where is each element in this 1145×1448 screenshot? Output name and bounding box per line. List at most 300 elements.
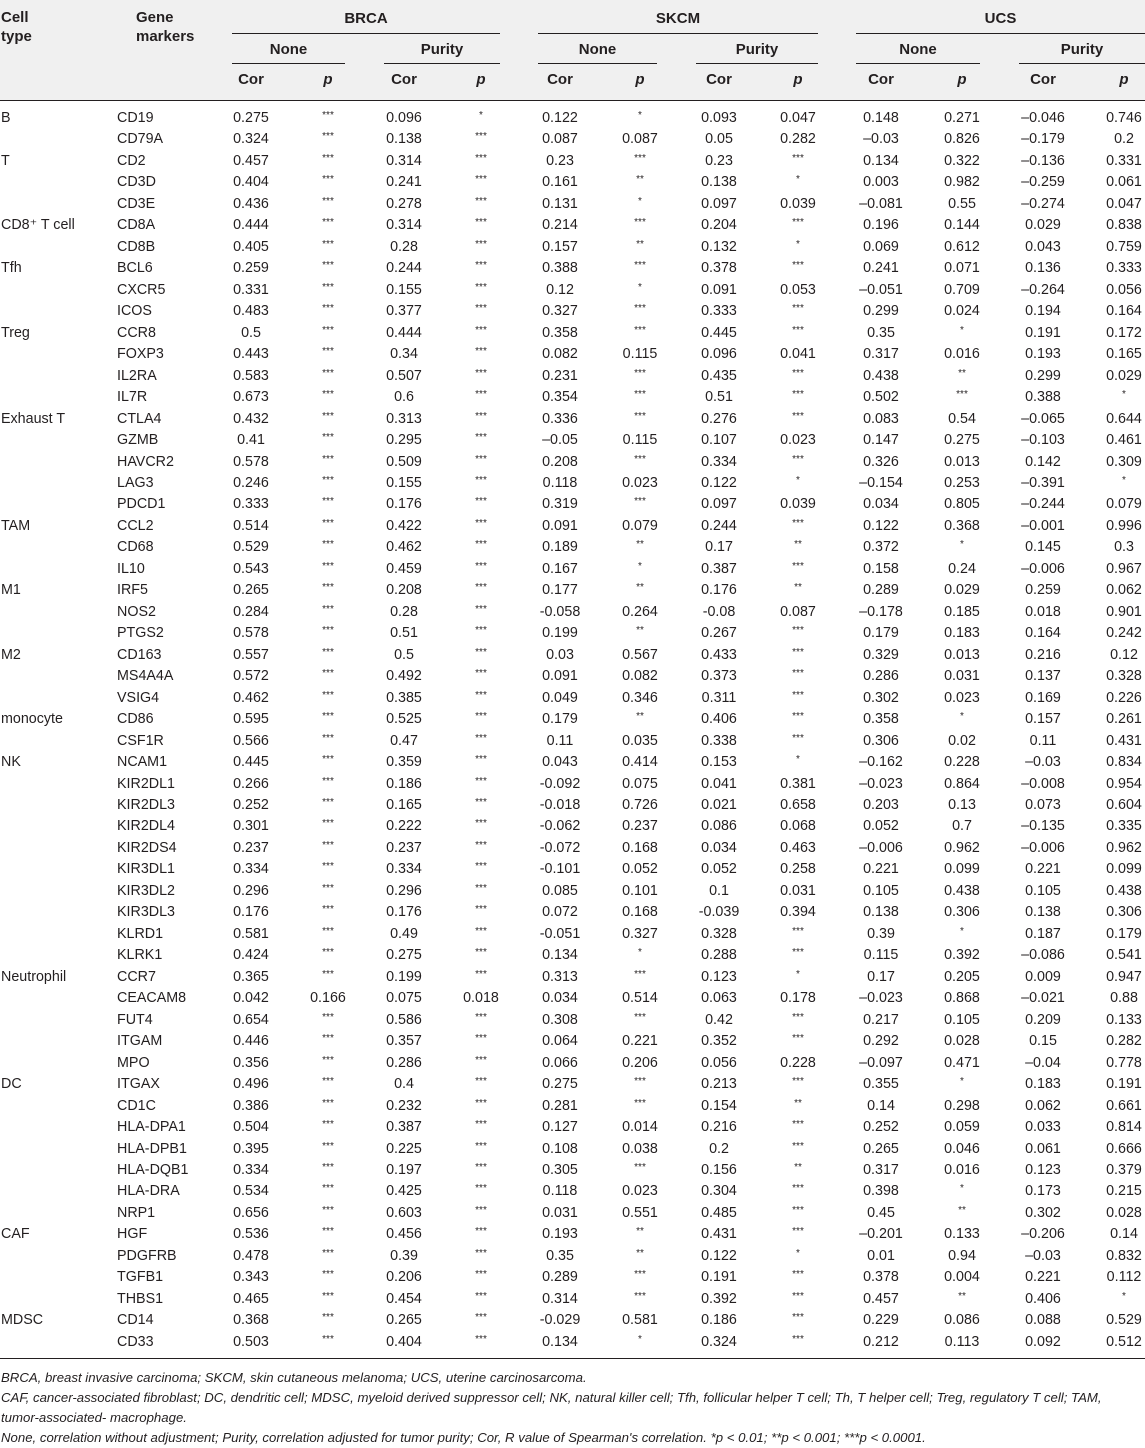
cor-value-cell: 0.536 bbox=[233, 1226, 269, 1243]
p-value-cell: *** bbox=[475, 732, 487, 744]
p-value-cell: *** bbox=[475, 968, 487, 980]
p-value-cell: 0.2 bbox=[1114, 131, 1134, 148]
p-value-cell: *** bbox=[475, 1054, 487, 1066]
p-value-cell: *** bbox=[322, 324, 334, 336]
p-value-cell: *** bbox=[322, 432, 334, 444]
cor-value-cell: 0.021 bbox=[701, 797, 737, 813]
p-value-cell: 0.947 bbox=[1106, 968, 1142, 985]
p-value-cell: *** bbox=[322, 1097, 334, 1109]
cor-value-cell: 0.41 bbox=[237, 432, 265, 449]
p-value-cell: *** bbox=[634, 453, 646, 465]
p-value-cell: 0.086 bbox=[944, 1312, 980, 1329]
p-value-cell: ** bbox=[636, 174, 644, 186]
gene-marker-cd14: CD14 bbox=[117, 1312, 154, 1329]
table-row bbox=[0, 129, 1145, 150]
p-value-cell: *** bbox=[322, 904, 334, 916]
cor-value-cell: 0.186 bbox=[701, 1312, 737, 1329]
p-value-cell: *** bbox=[475, 861, 487, 873]
cor-value-cell: 0.289 bbox=[863, 582, 899, 599]
cor-value-cell: 0.154 bbox=[701, 1097, 737, 1114]
p-value-cell: * bbox=[638, 110, 642, 121]
p-value-cell: 0.168 bbox=[622, 839, 658, 856]
p-value-cell: *** bbox=[475, 1097, 487, 1109]
cor-value-cell: 0.252 bbox=[233, 797, 269, 813]
table-row bbox=[0, 280, 1145, 301]
cor-value-cell: 0.122 bbox=[701, 1247, 737, 1264]
table-row bbox=[0, 967, 1145, 988]
p-value-cell: 0.047 bbox=[780, 110, 816, 126]
subgroup-rule bbox=[856, 63, 980, 64]
gene-marker-cd2: CD2 bbox=[117, 152, 146, 169]
cor-value-cell: 0.03 bbox=[546, 646, 574, 663]
p-value-cell: 0.24 bbox=[948, 560, 976, 577]
p-value-cell: *** bbox=[475, 904, 487, 916]
cor-value-cell: –0.081 bbox=[859, 195, 903, 212]
cor-value-cell: 0.51 bbox=[705, 389, 733, 406]
p-value-cell: 0.309 bbox=[1106, 453, 1142, 470]
group-header-brca: BRCA bbox=[344, 10, 388, 27]
cor-value-cell: 0.183 bbox=[1025, 1076, 1061, 1093]
gene-marker-bcl6: BCL6 bbox=[117, 260, 153, 277]
p-value-cell: 0.438 bbox=[1106, 882, 1142, 899]
p-value-cell: *** bbox=[322, 346, 334, 358]
cor-value-cell: 0.134 bbox=[542, 947, 578, 964]
p-value-cell: *** bbox=[792, 1269, 804, 1281]
cor-value-cell: 0.134 bbox=[542, 1333, 578, 1350]
cor-value-cell: 0.405 bbox=[233, 238, 269, 255]
cor-value-cell: 0.157 bbox=[542, 238, 578, 255]
p-value-cell: 0.023 bbox=[622, 1183, 658, 1200]
p-value-cell: *** bbox=[475, 1247, 487, 1259]
cor-value-cell: 0.061 bbox=[1025, 1140, 1061, 1157]
cor-value-cell: 0.378 bbox=[863, 1269, 899, 1286]
cor-value-cell: 0.444 bbox=[233, 217, 269, 234]
cor-value-cell: 0.086 bbox=[701, 818, 737, 835]
p-value-cell: *** bbox=[475, 668, 487, 680]
p-value-cell: 0.029 bbox=[944, 582, 980, 599]
cor-value-cell: 0.232 bbox=[386, 1097, 422, 1114]
p-value-cell: *** bbox=[322, 882, 334, 894]
p-value-cell: 0.12 bbox=[1110, 646, 1138, 663]
cor-value-cell: 0.324 bbox=[701, 1333, 737, 1350]
cell-type-label: DC bbox=[1, 1076, 22, 1093]
p-value-cell: 0.013 bbox=[944, 646, 980, 663]
subgroup-header-none: None bbox=[578, 41, 617, 58]
p-value-cell: ** bbox=[958, 1290, 966, 1302]
cor-value-cell: -0.101 bbox=[539, 861, 581, 878]
table-row bbox=[0, 902, 1145, 923]
cor-value-cell: 0.422 bbox=[386, 517, 422, 534]
cor-value-cell: 0.295 bbox=[386, 432, 422, 449]
cor-value-cell: 0.275 bbox=[542, 1076, 578, 1093]
cor-value-cell: -0.092 bbox=[539, 775, 581, 792]
cor-value-cell: 0.329 bbox=[863, 646, 899, 663]
cor-value-cell: 0.029 bbox=[1025, 217, 1061, 234]
cor-value-cell: 0.252 bbox=[863, 1119, 899, 1136]
cor-value-cell: 0.446 bbox=[233, 1033, 269, 1050]
cor-value-cell: 0.406 bbox=[1025, 1290, 1061, 1307]
p-value-cell: 0.282 bbox=[1106, 1033, 1142, 1050]
cor-value-cell: 0.155 bbox=[386, 474, 422, 491]
gene-marker-irf5: IRF5 bbox=[117, 582, 148, 599]
p-value-cell: *** bbox=[475, 1290, 487, 1302]
cell-type-label: TAM bbox=[1, 517, 31, 534]
p-value-cell: *** bbox=[792, 1290, 804, 1302]
p-value-cell: *** bbox=[475, 217, 487, 229]
cor-value-cell: 0.225 bbox=[386, 1140, 422, 1157]
p-value-cell: *** bbox=[322, 152, 334, 164]
table-row bbox=[0, 494, 1145, 515]
cor-value-cell: 0.28 bbox=[390, 603, 418, 620]
cor-value-cell: 0.222 bbox=[386, 818, 422, 835]
p-value-cell: 0.567 bbox=[622, 646, 658, 663]
cor-value-cell: 0.193 bbox=[542, 1226, 578, 1243]
cor-value-cell: 0.115 bbox=[863, 947, 899, 964]
group-rule-skcm bbox=[538, 33, 818, 34]
p-value-cell: *** bbox=[322, 474, 334, 486]
group-rule-brca bbox=[232, 33, 500, 34]
p-value-cell: *** bbox=[475, 1312, 487, 1324]
p-value-cell: *** bbox=[475, 367, 487, 379]
p-value-cell: 0.271 bbox=[944, 110, 980, 126]
p-value-cell: *** bbox=[792, 689, 804, 701]
cor-value-cell: 0.454 bbox=[386, 1290, 422, 1307]
cor-value-cell: 0.164 bbox=[1025, 625, 1061, 642]
p-value-cell: 0.079 bbox=[1106, 496, 1142, 513]
p-value-cell: *** bbox=[634, 968, 646, 980]
cor-value-cell: 0.231 bbox=[542, 367, 578, 384]
gene-marker-ceacam8: CEACAM8 bbox=[117, 990, 187, 1007]
cor-value-cell: 0.148 bbox=[863, 110, 899, 126]
cor-value-cell: 0.087 bbox=[542, 131, 578, 148]
p-value-cell: *** bbox=[322, 1054, 334, 1066]
gene-marker-pdgfrb: PDGFRB bbox=[117, 1247, 177, 1264]
cor-value-cell: 0.096 bbox=[701, 346, 737, 363]
table-row bbox=[0, 258, 1145, 279]
gene-marker-ccr7: CCR7 bbox=[117, 968, 156, 985]
cor-value-cell: 0.343 bbox=[233, 1269, 269, 1286]
cor-value-cell: 0.314 bbox=[386, 217, 422, 234]
cor-value-cell: 0.132 bbox=[701, 238, 737, 255]
cor-value-cell: 0.385 bbox=[386, 689, 422, 706]
table-row bbox=[0, 409, 1145, 430]
p-value-cell: 0.046 bbox=[944, 1140, 980, 1157]
p-value-cell: *** bbox=[322, 367, 334, 379]
cor-value-cell: 0.204 bbox=[701, 217, 737, 234]
p-value-cell: *** bbox=[322, 389, 334, 401]
cor-value-cell: –0.206 bbox=[1021, 1226, 1065, 1243]
cor-value-cell: 0.122 bbox=[542, 110, 578, 126]
cor-value-cell: 0.336 bbox=[542, 410, 578, 427]
group-header-ucs: UCS bbox=[984, 10, 1017, 27]
gene-marker-havcr2: HAVCR2 bbox=[117, 453, 174, 470]
cor-value-cell: 0.17 bbox=[867, 968, 895, 985]
cor-value-cell: 0.108 bbox=[542, 1140, 578, 1157]
p-value-cell: * bbox=[796, 174, 800, 186]
gene-marker-cd19: CD19 bbox=[117, 110, 154, 126]
cor-value-cell: 0.392 bbox=[701, 1290, 737, 1307]
cor-value-cell: 0.176 bbox=[386, 904, 422, 921]
table-row bbox=[0, 452, 1145, 473]
cor-value-cell: 0.275 bbox=[233, 110, 269, 126]
p-value-cell: 0.016 bbox=[944, 346, 980, 363]
cor-value-cell: 0.075 bbox=[386, 990, 422, 1007]
p-value-cell: * bbox=[796, 1247, 800, 1259]
p-value-cell: 0.115 bbox=[622, 346, 658, 363]
gene-marker-cd8a: CD8A bbox=[117, 217, 156, 234]
table-row bbox=[0, 172, 1145, 193]
p-value-cell: *** bbox=[322, 603, 334, 615]
gene-marker-icos: ICOS bbox=[117, 303, 152, 320]
p-value-cell: *** bbox=[322, 1226, 334, 1238]
cor-value-cell: 0.199 bbox=[542, 625, 578, 642]
gene-marker-ccl2: CCL2 bbox=[117, 517, 154, 534]
table-row bbox=[0, 1053, 1145, 1074]
p-value-cell: 0.331 bbox=[1106, 152, 1142, 169]
gene-marker-itgam: ITGAM bbox=[117, 1033, 163, 1050]
table-row bbox=[0, 194, 1145, 215]
cor-value-cell: 0.302 bbox=[1025, 1204, 1061, 1221]
cor-value-cell: 0.138 bbox=[863, 904, 899, 921]
cor-value-cell: 0.292 bbox=[863, 1033, 899, 1050]
cor-value-cell: –0.178 bbox=[859, 603, 903, 620]
gene-marker-kir2dl4: KIR2DL4 bbox=[117, 818, 176, 835]
p-value-cell: 0.392 bbox=[944, 947, 980, 964]
cor-value-cell: –0.04 bbox=[1025, 1054, 1061, 1071]
gene-marker-ptgs2: PTGS2 bbox=[117, 625, 164, 642]
p-value-cell: *** bbox=[322, 303, 334, 315]
table-row bbox=[0, 795, 1145, 816]
cor-value-cell: 0.359 bbox=[386, 754, 422, 771]
cor-value-cell: 0.4 bbox=[394, 1076, 414, 1093]
p-value-cell: *** bbox=[634, 1269, 646, 1281]
gene-marker-ccr8: CCR8 bbox=[117, 324, 156, 341]
p-value-cell: *** bbox=[475, 711, 487, 723]
p-value-cell: *** bbox=[792, 646, 804, 658]
p-value-cell: 0.039 bbox=[780, 195, 816, 212]
p-value-cell: 0.514 bbox=[622, 990, 658, 1007]
p-value-cell: *** bbox=[322, 1333, 334, 1345]
cor-value-cell: 0.365 bbox=[233, 968, 269, 985]
p-value-cell: 0.02 bbox=[948, 732, 976, 749]
table-row bbox=[0, 924, 1145, 945]
cor-value-cell: 0.431 bbox=[701, 1226, 737, 1243]
table-row bbox=[0, 1310, 1145, 1331]
p-value-cell: 0.258 bbox=[780, 861, 816, 878]
p-value-cell: 0.379 bbox=[1106, 1161, 1142, 1178]
p-column-header: p bbox=[635, 71, 645, 88]
cor-value-cell: 0.196 bbox=[863, 217, 899, 234]
p-value-cell: *** bbox=[792, 1226, 804, 1238]
p-value-cell: 0.016 bbox=[944, 1161, 980, 1178]
p-value-cell: *** bbox=[634, 410, 646, 422]
cor-value-cell: 0.049 bbox=[542, 689, 578, 706]
cor-value-cell: 0.581 bbox=[233, 925, 269, 942]
cor-value-cell: 0.186 bbox=[386, 775, 422, 792]
cor-value-cell: 0.586 bbox=[386, 1011, 422, 1028]
p-value-cell: *** bbox=[322, 1033, 334, 1045]
cor-value-cell: 0.51 bbox=[390, 625, 418, 642]
p-value-cell: *** bbox=[634, 496, 646, 508]
p-value-cell: 0.023 bbox=[780, 432, 816, 449]
p-value-cell: *** bbox=[475, 539, 487, 551]
cor-value-cell: 0.302 bbox=[863, 689, 899, 706]
cor-value-cell: -0.062 bbox=[539, 818, 581, 835]
p-value-cell: *** bbox=[792, 152, 804, 164]
cor-value-cell: –0.046 bbox=[1021, 110, 1065, 126]
cor-value-cell: 0.354 bbox=[542, 389, 578, 406]
p-value-cell: *** bbox=[322, 1204, 334, 1216]
cor-value-cell: 0.091 bbox=[701, 281, 737, 298]
p-value-cell: ** bbox=[636, 625, 644, 637]
p-value-cell: *** bbox=[322, 1183, 334, 1195]
p-value-cell: 0.264 bbox=[622, 603, 658, 620]
cor-value-cell: 0.578 bbox=[233, 625, 269, 642]
p-value-cell: 0.039 bbox=[780, 496, 816, 513]
p-value-cell: 0.133 bbox=[1106, 1011, 1142, 1028]
p-value-cell: 0.082 bbox=[622, 668, 658, 685]
p-value-cell: *** bbox=[634, 324, 646, 336]
p-value-cell: *** bbox=[322, 110, 334, 121]
p-value-cell: 0.512 bbox=[1106, 1333, 1142, 1350]
cor-value-cell: 0.432 bbox=[233, 410, 269, 427]
cor-value-cell: 0.583 bbox=[233, 367, 269, 384]
cor-value-cell: 0.314 bbox=[542, 1290, 578, 1307]
p-value-cell: *** bbox=[475, 195, 487, 207]
subgroup-header-purity: Purity bbox=[735, 41, 779, 58]
table-row bbox=[0, 344, 1145, 365]
p-value-cell: *** bbox=[792, 732, 804, 744]
p-value-cell: *** bbox=[322, 646, 334, 658]
p-value-cell: 0.962 bbox=[944, 839, 980, 856]
p-value-cell: * bbox=[960, 539, 964, 551]
cor-value-cell: 0.485 bbox=[701, 1204, 737, 1221]
p-value-cell: *** bbox=[322, 560, 334, 572]
cor-value-cell: 0.244 bbox=[701, 517, 737, 534]
cor-value-cell: 0.145 bbox=[1025, 539, 1061, 556]
p-value-cell: *** bbox=[475, 582, 487, 594]
cor-column-header: Cor bbox=[238, 71, 264, 88]
p-value-cell: 0.183 bbox=[944, 625, 980, 642]
cell-type-label: monocyte bbox=[1, 711, 63, 728]
p-value-cell: * bbox=[960, 1183, 964, 1195]
cor-value-cell: 0.404 bbox=[233, 174, 269, 191]
cor-value-cell: –0.244 bbox=[1021, 496, 1065, 513]
cor-value-cell: –0.097 bbox=[859, 1054, 903, 1071]
p-column-header: p bbox=[323, 71, 333, 88]
cor-value-cell: –0.051 bbox=[859, 281, 903, 298]
p-value-cell: 0.062 bbox=[1106, 582, 1142, 599]
table-row bbox=[0, 666, 1145, 687]
cor-value-cell: 0.193 bbox=[1025, 346, 1061, 363]
p-value-cell: 0.461 bbox=[1106, 432, 1142, 449]
p-value-cell: *** bbox=[322, 947, 334, 959]
p-value-cell: *** bbox=[322, 1076, 334, 1088]
p-value-cell: * bbox=[638, 281, 642, 293]
table-row bbox=[0, 1074, 1145, 1095]
p-value-cell: 0.031 bbox=[944, 668, 980, 685]
cor-value-cell: 0.241 bbox=[863, 260, 899, 277]
gene-marker-hla-dra: HLA-DRA bbox=[117, 1183, 180, 1200]
cell-type-label: CD8⁺ T cell bbox=[1, 217, 75, 234]
gene-marker-gzmb: GZMB bbox=[117, 432, 159, 449]
p-value-cell: *** bbox=[792, 1033, 804, 1045]
p-value-cell: *** bbox=[322, 1140, 334, 1152]
gene-marker-cxcr5: CXCR5 bbox=[117, 281, 166, 298]
cor-value-cell: 0.157 bbox=[1025, 711, 1061, 728]
p-value-cell: *** bbox=[792, 389, 804, 401]
subgroup-rule bbox=[232, 63, 345, 64]
p-value-cell: *** bbox=[475, 947, 487, 959]
cor-value-cell: 0.122 bbox=[701, 474, 737, 491]
p-value-cell: 0.038 bbox=[622, 1140, 658, 1157]
table-row bbox=[0, 859, 1145, 880]
gene-marker-ctla4: CTLA4 bbox=[117, 410, 162, 427]
cor-value-cell: 0.289 bbox=[542, 1269, 578, 1286]
p-value-cell: *** bbox=[322, 410, 334, 422]
p-value-cell: 0.228 bbox=[780, 1054, 816, 1071]
cor-value-cell: 0.136 bbox=[1025, 260, 1061, 277]
p-value-cell: *** bbox=[322, 1011, 334, 1023]
p-value-cell: 0.023 bbox=[944, 689, 980, 706]
gene-marker-kir3dl1: KIR3DL1 bbox=[117, 861, 176, 878]
p-value-cell: *** bbox=[475, 818, 487, 830]
p-value-cell: *** bbox=[634, 303, 646, 315]
p-value-cell: *** bbox=[475, 1226, 487, 1238]
p-value-cell: *** bbox=[634, 389, 646, 401]
cor-value-cell: 0.358 bbox=[863, 711, 899, 728]
p-value-cell: ** bbox=[794, 1097, 802, 1109]
cor-value-cell: 0.306 bbox=[863, 732, 899, 749]
cor-value-cell: –0.259 bbox=[1021, 174, 1065, 191]
cor-value-cell: 0.333 bbox=[701, 303, 737, 320]
cor-value-cell: 0.142 bbox=[1025, 453, 1061, 470]
cor-value-cell: 0.034 bbox=[701, 839, 737, 856]
gene-marker-kir2dl3: KIR2DL3 bbox=[117, 797, 176, 813]
p-value-cell: * bbox=[1122, 1290, 1126, 1302]
cor-value-cell: 0.492 bbox=[386, 668, 422, 685]
p-value-cell: 0.253 bbox=[944, 474, 980, 491]
table-row bbox=[0, 623, 1145, 644]
cor-value-cell: 0.462 bbox=[386, 539, 422, 556]
cor-value-cell: 0.276 bbox=[701, 410, 737, 427]
table-row bbox=[0, 709, 1145, 730]
cor-value-cell: 0.034 bbox=[863, 496, 899, 513]
p-value-cell: *** bbox=[475, 689, 487, 701]
cor-value-cell: –0.136 bbox=[1021, 152, 1065, 169]
p-value-cell: *** bbox=[792, 625, 804, 637]
p-value-cell: 0.54 bbox=[948, 410, 976, 427]
cor-value-cell: 0.122 bbox=[863, 517, 899, 534]
p-value-cell: ** bbox=[636, 539, 644, 551]
cor-value-cell: –0.274 bbox=[1021, 195, 1065, 212]
cor-value-cell: 0.5 bbox=[241, 324, 261, 341]
cor-value-cell: 0.23 bbox=[705, 152, 733, 169]
cor-value-cell: 0.105 bbox=[863, 882, 899, 899]
cor-value-cell: 0.356 bbox=[233, 1054, 269, 1071]
p-value-cell: *** bbox=[322, 260, 334, 272]
cor-value-cell: 0.387 bbox=[386, 1119, 422, 1136]
cor-value-cell: 0.557 bbox=[233, 646, 269, 663]
cor-value-cell: 0.357 bbox=[386, 1033, 422, 1050]
p-value-cell: *** bbox=[322, 689, 334, 701]
cor-value-cell: 0.338 bbox=[701, 732, 737, 749]
cor-value-cell: –0.086 bbox=[1021, 947, 1065, 964]
p-value-cell: *** bbox=[792, 453, 804, 465]
cor-value-cell: -0.072 bbox=[539, 839, 581, 856]
cor-value-cell: 0.085 bbox=[542, 882, 578, 899]
cor-value-cell: 0.39 bbox=[867, 925, 895, 942]
